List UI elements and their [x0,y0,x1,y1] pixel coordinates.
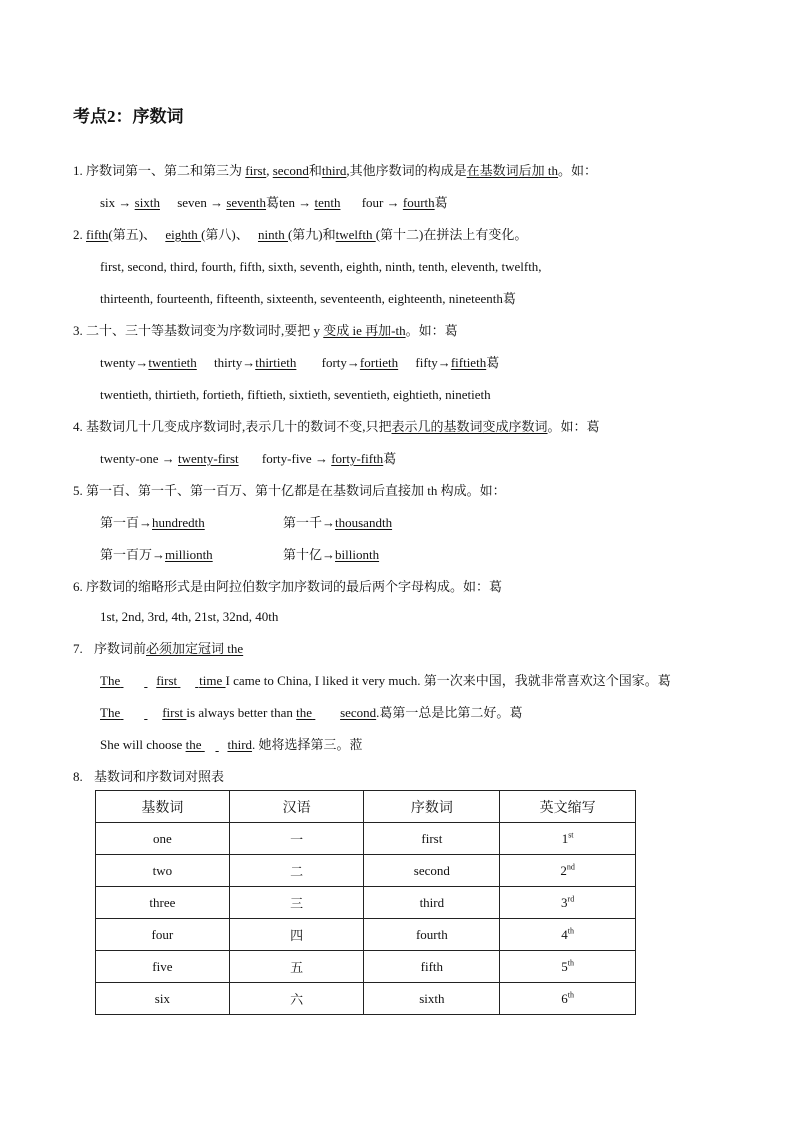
cell-abbrev [500,919,636,951]
example-text: twenty-one → [100,451,175,466]
stray-mark: 葛 [444,323,458,338]
underlined-word: the [185,737,202,752]
underlined-word: the [296,705,313,720]
underlined-word: forty-fifth [331,451,384,466]
underlined-word: sixth [134,195,160,210]
table-row [96,855,636,887]
underlined-word: second [272,163,309,178]
item-text: 第一百、第一千、第一百万、第十亿都是在基数词后直接加 th 构成。如： [86,483,506,498]
cell-ordinal: third [364,887,500,919]
rule-text: 表示几的基数词变成序数词 [391,419,548,434]
table-header-row [96,791,636,823]
item-text: 。如： [405,323,445,338]
header-ordinal: 序数词 [364,791,500,823]
abbrev-number: 3 [561,894,568,910]
item-1 [73,162,597,180]
item-text: 。如： [558,163,598,178]
abbrev-suffix: nd [566,862,575,872]
example-text: fifty→ [415,355,451,370]
underlined-word: second [340,705,377,720]
stray-mark: 葛 [486,355,500,370]
underlined-word: seventh [226,195,267,210]
item-number: 5. [73,483,83,498]
sentence-text: She will choose [100,737,186,752]
item-3-examples [100,354,499,372]
underlined-word: The [100,705,121,720]
sentence-text: .葛第一总是比第二好。 [376,705,510,720]
cell-abbrev [500,855,636,887]
sentence-text: I came to China, I liked it very much. 第一次来中国，我就非常喜欢这个国家。 [225,673,658,688]
underlined-word: tenth [314,195,341,210]
comma: , [266,163,270,178]
abbrev-number: 2 [560,862,567,878]
item-text: ,其他序数词的构成是 [346,163,467,178]
underlined-word: third [321,163,347,178]
item-text: 序数词的缩略形式是由阿拉伯数字加序数词的最后两个字母构成。如： [86,579,490,594]
cell-cardinal: four [96,919,230,951]
cell-abbrev [500,823,636,855]
cell-abbrev [500,951,636,983]
cell-abbrev [500,887,636,919]
cell-cardinal: one [96,823,230,855]
item-text: 序数词第一、第二和第三为 [86,163,243,178]
table-row [96,823,636,855]
underlined-word: thirtieth [255,355,297,370]
cell-ordinal: sixth [364,983,500,1015]
stray-mark: 葛 [657,673,671,688]
underlined-word: thousandth [335,515,393,530]
header-chinese: 汉语 [229,791,364,823]
item-text: (第五)、 [108,227,157,242]
item-5-row-2 [100,546,213,564]
item-4-examples [100,450,396,468]
sentence-text: . 她将选择第三。 [252,737,350,752]
example-text: 第一百→ [100,515,153,530]
item-3 [73,322,458,340]
item-2 [73,226,527,244]
item-6 [73,578,502,596]
example-text: seven → [177,195,224,210]
example-sentence-2 [100,704,522,722]
item-5-row-1b [283,514,392,532]
example-sentence-3 [100,736,363,754]
stray-mark: 葛 [383,451,397,466]
rule-text: 在基数词后加 th [466,163,559,178]
item-text: (第八)、 [201,227,249,242]
abbrev-number: 4 [561,926,568,942]
underlined-word: hundredth [152,515,205,530]
item-5 [73,482,506,500]
abbrev-list: 1st, 2nd, 3rd, 4th, 21st, 32nd, 40th [100,609,279,624]
ordinal-list-1: first, second, third, fourth, fifth, sixth, seventh, eighth, ninth, tenth, eleventh, twelfth, [100,259,542,274]
underlined-word: time [199,673,226,688]
item-7 [73,640,243,658]
rule-text: 变成 ie 再加-th [323,323,406,338]
underlined-word: third [227,737,253,752]
abbrev-number: 1 [561,830,569,846]
item-8 [73,768,224,786]
stray-mark: 蒞 [349,737,363,752]
table-row [96,919,636,951]
stray-mark: 葛 [509,705,523,720]
sentence-text: is always better than [186,705,297,720]
item-text: 基数词几十几变成序数词时,表示几十的数词不变,只把 [86,419,392,434]
cell-chinese: 二 [229,855,364,887]
underlined-word: ninth [257,227,288,242]
section-title: 考点2：序数词 [73,107,184,126]
example-text: forty-five → [261,451,328,466]
table-title: 基数词和序数词对照表 [94,769,225,784]
item-text: 和 [308,163,322,178]
underlined-word: fourth [402,195,435,210]
cell-ordinal: second [364,855,500,887]
item-5-row-2b [283,546,379,564]
cell-cardinal: three [96,887,230,919]
item-number: 8. [73,769,83,784]
table-row [96,887,636,919]
abbrev-suffix: st [568,830,574,840]
cell-cardinal: two [96,855,230,887]
example-text: twenty→ [100,355,149,370]
abbrev-number: 5 [561,958,568,974]
item-text: (第十二)在拼法上有变化。 [375,227,528,242]
abbrev-suffix: th [567,990,574,1000]
cell-cardinal: six [96,983,230,1015]
cell-chinese: 五 [229,951,364,983]
underlined-word: first [156,673,178,688]
table-row [96,983,636,1015]
stray-mark: 葛 [434,195,448,210]
underlined-word: billionth [335,547,380,562]
underlined-word: fifth [86,227,109,242]
underlined-word: eighth [165,227,202,242]
cell-chinese: 六 [229,983,364,1015]
item-text: 二十、三十等基数词变为序数词时,要把 y [86,323,321,338]
underlined-word: twentieth [148,355,197,370]
header-abbrev: 英文缩写 [500,791,636,823]
item-text: 序数词前 [94,641,147,656]
item-number: 3. [73,323,83,338]
underlined-word: twelfth [335,227,376,242]
stray-mark: 葛 [266,195,280,210]
cell-cardinal: five [96,951,230,983]
ordinal-comparison-table [95,790,636,1015]
example-sentence-1 [100,672,671,690]
item-number: 2. [73,227,83,242]
underlined-word: first [162,705,187,720]
cell-ordinal: fourth [364,919,500,951]
ordinal-list-text: thirteenth, fourteenth, fifteenth, sixteenth, seventeenth, eighteenth, nineteenth [100,291,503,306]
rule-text: 必须加定冠词 the [146,641,244,656]
abbrev-suffix: th [567,926,574,936]
example-text: 第十亿→ [283,547,336,562]
item-number: 6. [73,579,83,594]
underlined-word: twenty-first [177,451,239,466]
underlined-word: first [245,163,267,178]
example-text: thirty→ [214,355,256,370]
item-4 [73,418,600,436]
example-text: six → [100,195,132,210]
underlined-word: The [100,673,121,688]
cell-chinese: 三 [229,887,364,919]
item-number: 7. [73,641,83,656]
item-text: 。如： [547,419,587,434]
cell-chinese: 一 [229,823,364,855]
example-text: ten → [279,195,312,210]
item-number: 1. [73,163,83,178]
abbrev-suffix: th [567,958,574,968]
cell-abbrev [500,983,636,1015]
stray-mark: 葛 [586,419,600,434]
abbrev-suffix: rd [567,894,575,904]
item-5-row-1 [100,514,205,532]
underlined-word: fiftieth [450,355,487,370]
table-row [96,951,636,983]
stray-mark: 葛 [502,291,516,306]
example-text: forty→ [321,355,360,370]
example-text: 第一千→ [283,515,336,530]
underlined-word: fortieth [359,355,399,370]
ordinal-list-3: twentieth, thirtieth, fortieth, fiftieth, sixtieth, seventieth, eightieth, ninetieth [100,387,491,402]
cell-ordinal: fifth [364,951,500,983]
header-cardinal: 基数词 [96,791,230,823]
ordinal-list-2 [100,290,516,308]
underlined-word: millionth [165,547,213,562]
item-1-examples [100,194,448,212]
item-text: (第九)和 [287,227,336,242]
stray-mark: 葛 [489,579,503,594]
abbrev-number: 6 [561,990,568,1006]
cell-chinese: 四 [229,919,364,951]
example-text: four → [361,195,400,210]
cell-ordinal: first [364,823,500,855]
example-text: 第一百万→ [100,547,166,562]
item-number: 4. [73,419,83,434]
